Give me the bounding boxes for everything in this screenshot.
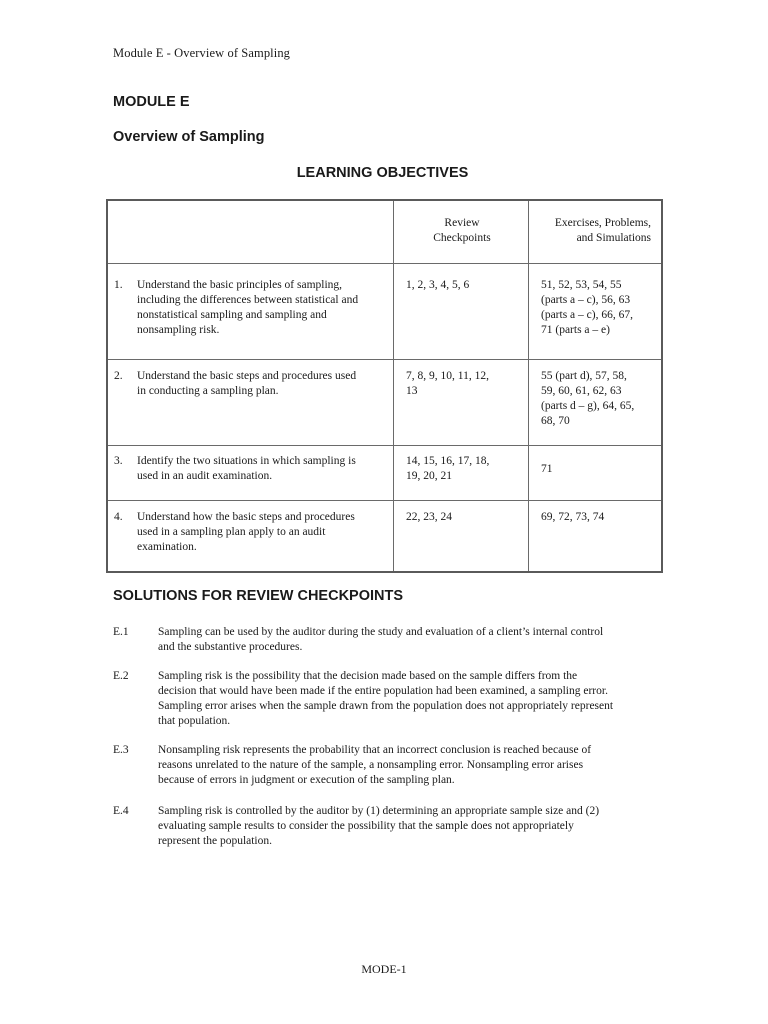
row-divider	[108, 500, 661, 501]
row-divider	[108, 359, 661, 360]
column-header-exercises: Exercises, Problems, and Simulations	[554, 217, 651, 244]
row-divider	[108, 445, 661, 446]
objective-number: 3.	[114, 455, 123, 467]
objective-text: Identify the two situations in which sampling is used in an audit examination.	[137, 455, 356, 482]
objective-exercises: 55 (part d), 57, 58, 59, 60, 61, 62, 63 (parts d – g), 64, 65, 68, 70	[541, 370, 635, 427]
column-header-review-checkpoints: Review Checkpoints	[433, 217, 491, 244]
solutions-heading: SOLUTIONS FOR REVIEW CHECKPOINTS	[113, 588, 404, 604]
objective-text: Understand the basic steps and procedures used in conducting a sampling plan.	[137, 370, 357, 397]
column-divider	[528, 201, 529, 571]
objective-text: Understand how the basic steps and procedures used in a sampling plan apply to an audit examination.	[137, 511, 355, 553]
learning-objectives-heading: LEARNING OBJECTIVES	[296, 165, 469, 181]
module-title: MODULE E	[113, 94, 190, 110]
solution-id: E.2	[113, 670, 129, 682]
solution-id: E.1	[113, 626, 129, 638]
objective-exercises: 51, 52, 53, 54, 55 (parts a – c), 56, 63 (parts a – c), 66, 67, 71 (parts a – e)	[541, 279, 633, 336]
solution-text: Sampling risk is the possibility that the decision made based on the sample differs from the decision that would have been made if the entire population had been examined, a sampling error. Sampling error arises when the sample drawn from the population does not appropriately represent that population.	[158, 670, 614, 727]
column-divider	[393, 201, 394, 571]
objective-review-checkpoints: 1, 2, 3, 4, 5, 6	[406, 279, 470, 291]
objective-review-checkpoints: 22, 23, 24	[406, 511, 452, 523]
row-divider	[108, 263, 661, 264]
objective-text: Understand the basic principles of sampling, including the differences between statistical and nonstatistical sampling and sampling and nonsampling risk.	[137, 279, 359, 336]
solution-text: Sampling can be used by the auditor during the study and evaluation of a client’s internal control and the substantive procedures.	[158, 626, 604, 653]
objective-exercises: 71	[541, 463, 553, 475]
objective-review-checkpoints: 7, 8, 9, 10, 11, 12, 13	[406, 370, 489, 397]
learning-objectives-table	[106, 199, 663, 573]
objective-review-checkpoints: 14, 15, 16, 17, 18, 19, 20, 21	[406, 455, 490, 482]
solution-id: E.4	[113, 805, 129, 817]
objective-number: 1.	[114, 279, 123, 291]
objective-exercises: 69, 72, 73, 74	[541, 511, 605, 523]
running-header: Module E - Overview of Sampling	[113, 46, 291, 60]
objective-number: 2.	[114, 370, 123, 382]
page-number: MODE-1	[361, 962, 407, 976]
solution-text: Nonsampling risk represents the probability that an incorrect conclusion is reached because of reasons unrelated to the nature of the sample, a nonsampling error. Nonsampling error arises because of errors in judgment or execution of the sampling plan.	[158, 744, 592, 786]
module-subtitle: Overview of Sampling	[113, 129, 265, 145]
objective-number: 4.	[114, 511, 123, 523]
solution-id: E.3	[113, 744, 129, 756]
solution-text: Sampling risk is controlled by the auditor by (1) determining an appropriate sample size and (2) evaluating sample results to consider the possibility that the sample does not appropriately represent the population.	[158, 805, 600, 847]
